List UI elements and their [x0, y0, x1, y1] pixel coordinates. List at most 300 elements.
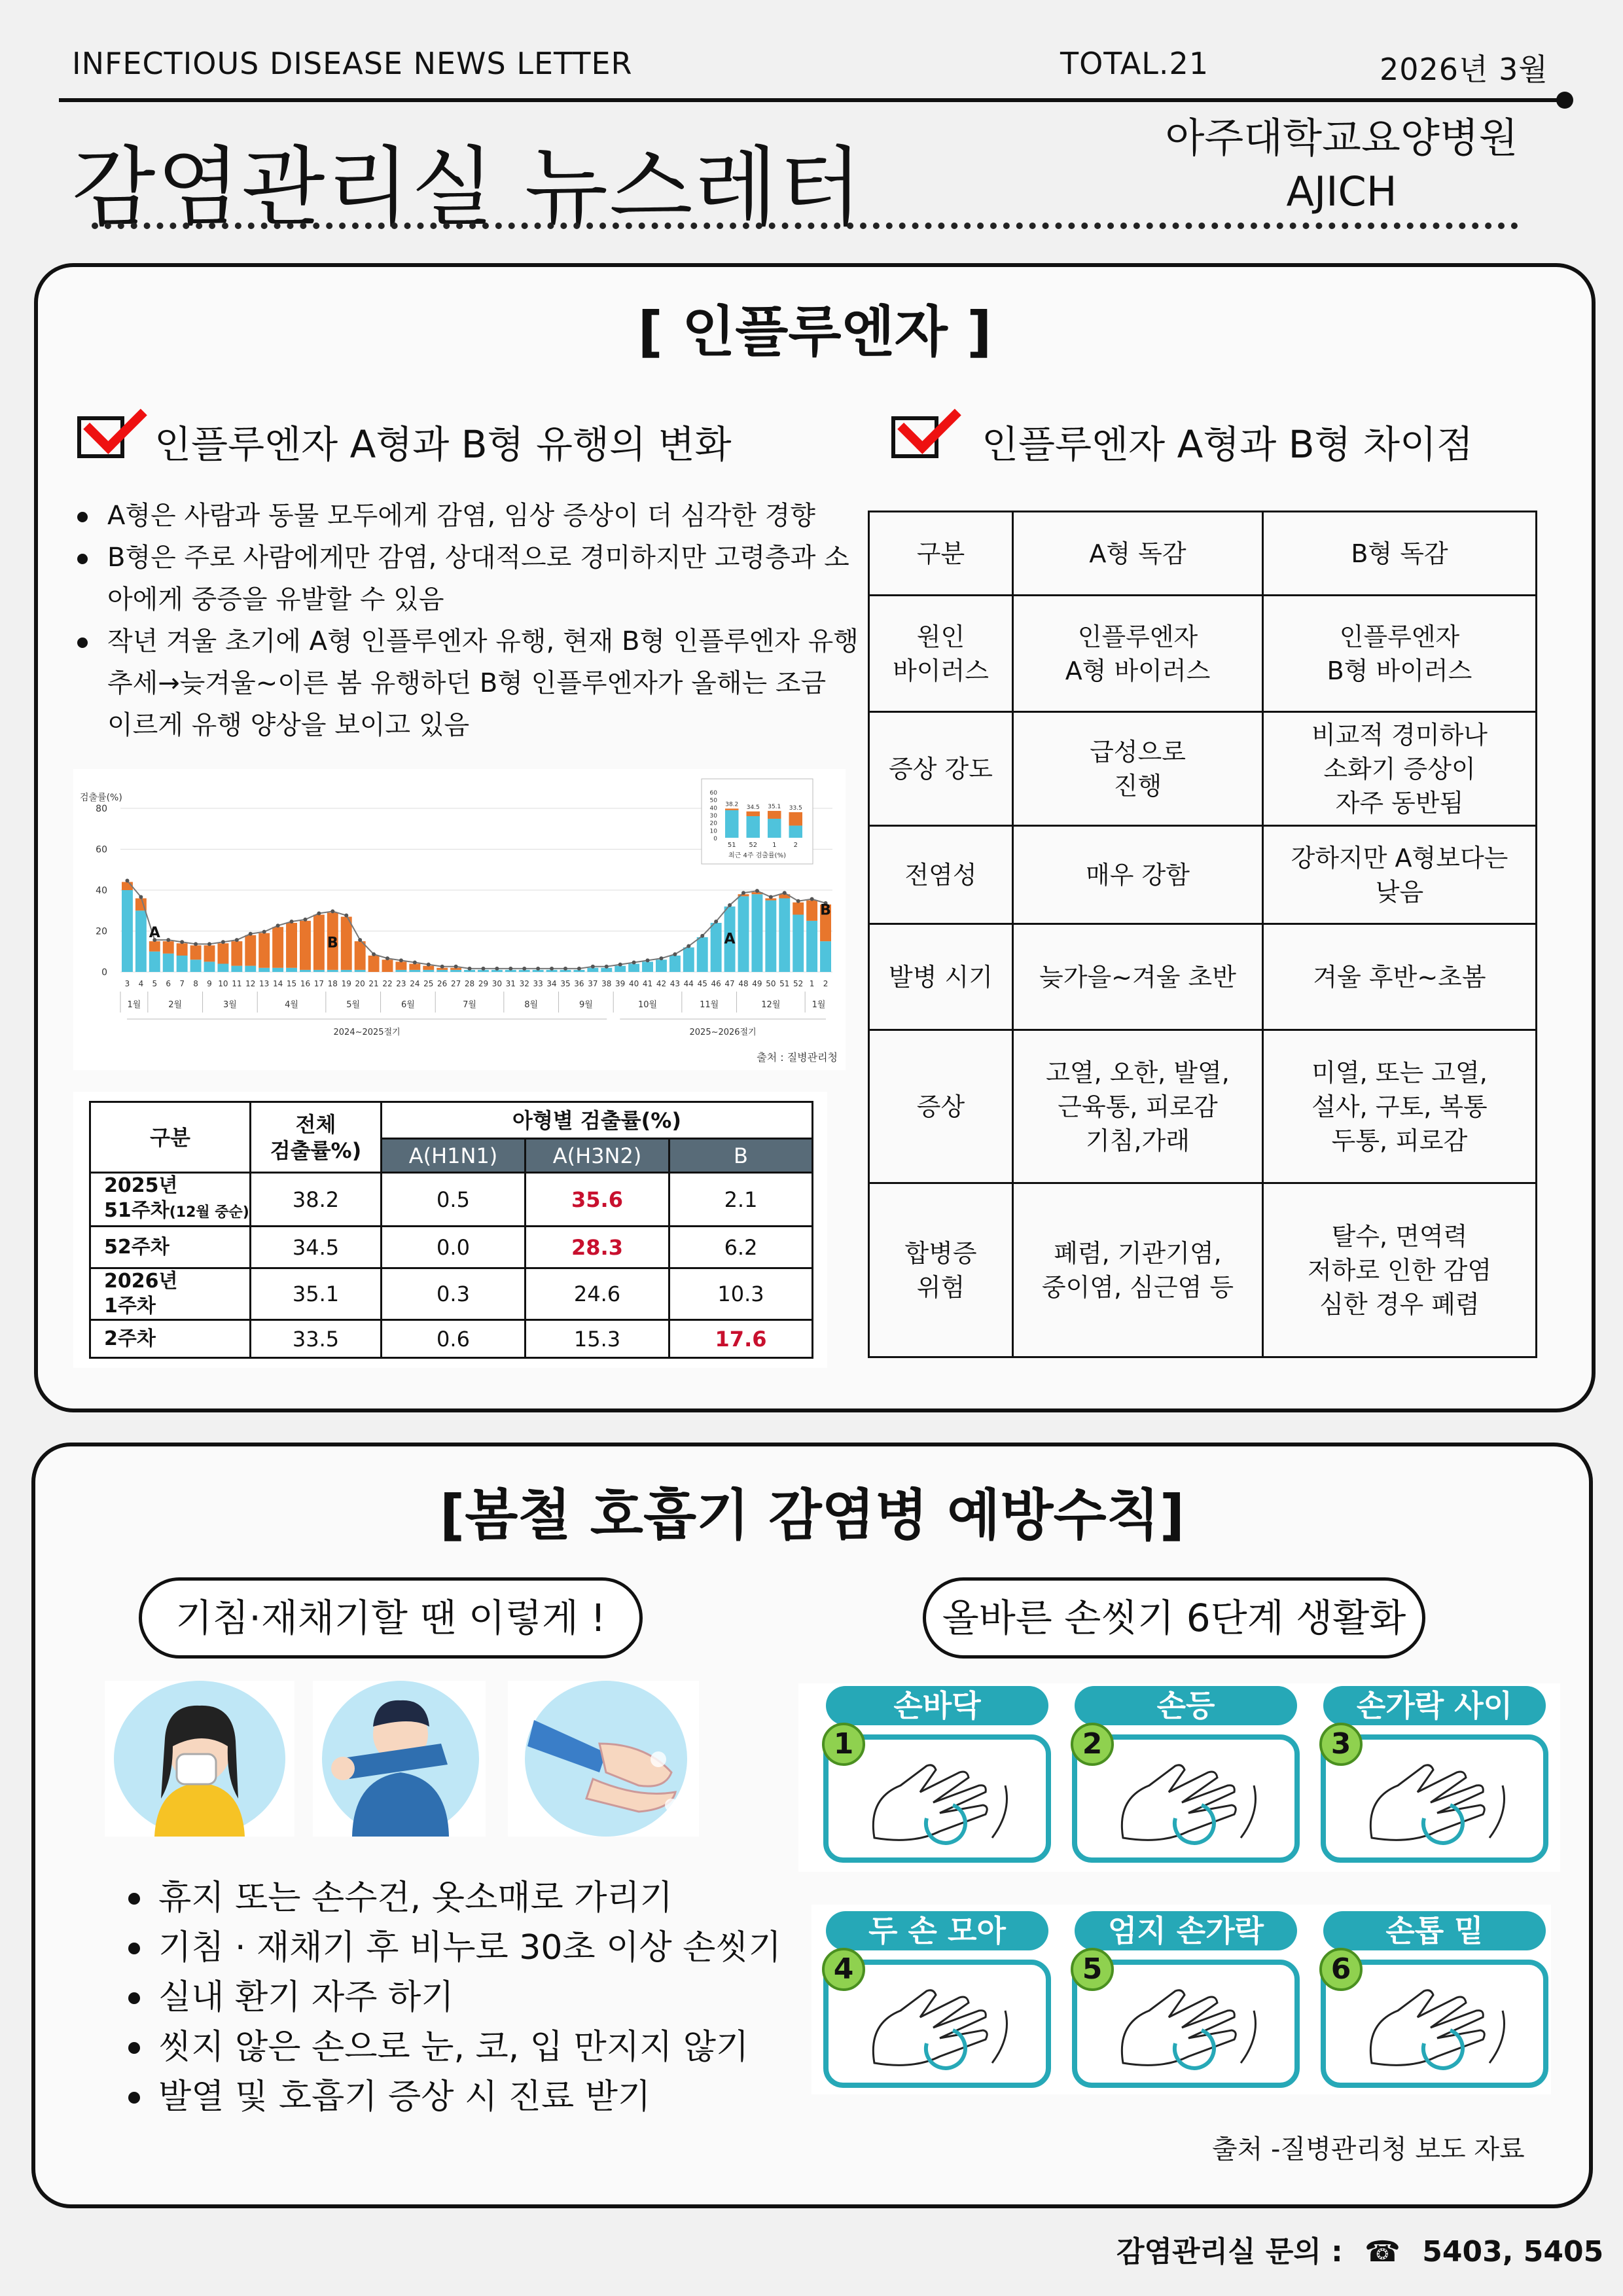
bar-a	[642, 961, 653, 972]
week-tick-label: 49	[752, 979, 762, 988]
rate-cell-h3n2: 35.6	[526, 1173, 669, 1227]
handwash-step-label: 손바닥	[826, 1686, 1048, 1725]
week-tick-label: 29	[478, 979, 489, 988]
comparison-row-label: 원인 바이러스	[869, 596, 1013, 712]
week-tick-label: 51	[779, 979, 790, 988]
handwashing-pill: 올바른 손씻기 6단계 생활화	[923, 1577, 1425, 1659]
week-tick-label: 16	[300, 979, 311, 988]
comparison-row-label: 증상	[869, 1030, 1013, 1183]
bar-a	[820, 941, 831, 972]
week-tick-label: 47	[724, 979, 735, 988]
hands-icon	[1077, 1965, 1294, 2083]
table-header-subtype: 아형별 검출률(%)	[382, 1102, 813, 1139]
y-tick-label: 0	[101, 967, 107, 978]
total-point	[755, 889, 759, 893]
prevention-bullet: 기침 · 재채기 후 비누로 30초 이상 손씻기	[124, 1923, 844, 1973]
y-tick-label: 20	[96, 926, 107, 937]
month-label: 7월	[463, 1000, 476, 1010]
week-tick-label: 28	[464, 979, 475, 988]
illustration-tile	[313, 1681, 486, 1837]
comparison-cell: 매우 강함	[1013, 826, 1263, 924]
bar-a	[395, 970, 406, 972]
week-tick-label: 44	[683, 979, 694, 988]
inset-y-tick: 40	[709, 805, 717, 812]
issue-date: 2026년 3월	[1380, 52, 1548, 87]
week-tick-label: 34	[546, 979, 557, 988]
month-label: 9월	[579, 1000, 593, 1010]
bar-b	[313, 915, 325, 970]
week-tick-label: 22	[382, 979, 393, 988]
bar-a	[259, 968, 270, 972]
handwash-step-number: 2	[1071, 1723, 1114, 1766]
chart-canvas	[73, 769, 846, 1070]
bar-a	[177, 956, 188, 972]
week-label-text: 2026년 1주차	[104, 1270, 178, 1318]
handwash-step-label: 손등	[1075, 1686, 1297, 1725]
bar-a	[793, 915, 804, 973]
week-tick-label: 4	[138, 979, 144, 988]
handwash-step-label: 손가락 사이	[1323, 1686, 1546, 1725]
rate-cell-h1n1: 0.5	[382, 1173, 526, 1227]
bar-a	[669, 956, 681, 972]
bar-a	[327, 970, 338, 972]
season-label: 2024~2025절기	[333, 1028, 401, 1037]
page-title: 감염관리실 뉴스레터	[72, 137, 864, 238]
y-tick-label: 40	[96, 886, 107, 896]
prevention-bullet: 발열 및 호흡기 증상 시 진료 받기	[124, 2072, 844, 2122]
bar-b	[341, 917, 352, 970]
bar-a	[738, 896, 749, 972]
elbow-cover-icon	[313, 1681, 486, 1837]
comparison-row-label: 전염성	[869, 826, 1013, 924]
phone-icon: ☎	[1364, 2235, 1400, 2269]
rate-cell-total: 33.5	[251, 1320, 382, 1358]
total-point	[810, 897, 814, 901]
handwash-step-number: 6	[1319, 1948, 1363, 1991]
table-row	[869, 826, 1537, 924]
week-tick-label: 43	[669, 979, 681, 988]
prevention-bullet: 씻지 않은 손으로 눈, 코, 입 만지지 않기	[124, 2022, 844, 2072]
contact-info	[1116, 2228, 1603, 2270]
y-tick-label: 80	[96, 804, 107, 814]
header-rule	[59, 98, 1564, 102]
table-row	[90, 1320, 813, 1358]
month-label: 5월	[346, 1000, 361, 1010]
bar-a	[149, 952, 160, 972]
total-point	[646, 958, 650, 962]
week-tick-label: 25	[423, 979, 434, 988]
week-tick-label: 41	[642, 979, 653, 988]
bar-a	[135, 910, 147, 972]
bar-b	[286, 923, 297, 968]
inset-y-tick: 50	[709, 797, 717, 804]
handwash-step-label: 손톱 밑	[1323, 1911, 1546, 1950]
chart-source: 출처 : 질병관리청	[757, 1051, 838, 1064]
week-tick-label: 39	[615, 979, 626, 988]
comparison-header-cell: B형 독감	[1263, 512, 1537, 596]
prevention-source: 출처 -질병관리청 보도 자료	[1212, 2134, 1525, 2164]
series-annotation: B	[820, 902, 831, 919]
comparison-cell: 인플루엔자 B형 바이러스	[1263, 596, 1537, 712]
week-label	[90, 1227, 251, 1268]
week-tick-label: 13	[259, 979, 270, 988]
prevention-bullet: 휴지 또는 손수건, 옷소매로 가리기	[124, 1873, 844, 1923]
comparison-cell: 급성으로 진행	[1013, 712, 1263, 826]
week-tick-label: 42	[656, 979, 667, 988]
comparison-cell: 겨울 후반~초봄	[1263, 924, 1537, 1030]
inset-y-tick: 60	[709, 790, 717, 797]
week-tick-label: 45	[697, 979, 707, 988]
handwash-step-number: 5	[1071, 1948, 1114, 1991]
inset-y-tick: 0	[713, 836, 717, 842]
season-label: 2025~2026절기	[689, 1028, 757, 1037]
inset-y-tick: 20	[709, 820, 717, 827]
illustration-tile	[508, 1681, 699, 1837]
total-point	[508, 967, 512, 971]
bar-b	[177, 943, 188, 956]
tissue-cover-icon	[105, 1681, 294, 1837]
total-point	[262, 930, 266, 934]
week-label-note: (12월 중순)	[169, 1204, 249, 1221]
hands-icon	[1077, 1740, 1294, 1857]
week-tick-label: 18	[327, 979, 338, 988]
bar-a	[313, 970, 325, 972]
rate-cell-total: 38.2	[251, 1173, 382, 1227]
detection-rate-table	[89, 1101, 813, 1359]
checkbox-icon	[77, 416, 124, 458]
bar-a	[806, 921, 817, 972]
week-tick-label: 5	[152, 979, 158, 988]
week-tick-label: 2	[823, 979, 829, 988]
inset-total-label: 34.5	[746, 804, 760, 811]
week-tick-label: 1	[809, 979, 815, 988]
table-row	[869, 924, 1537, 1030]
series-annotation: A	[724, 931, 736, 948]
rate-cell-h3n2: 24.6	[526, 1268, 669, 1320]
total-point	[796, 899, 800, 903]
bar-a	[656, 960, 667, 972]
table-row	[869, 1030, 1537, 1183]
total-point	[536, 967, 540, 971]
total-point	[139, 895, 143, 899]
week-tick-label: 17	[313, 979, 325, 988]
bar-b	[245, 935, 256, 966]
comparison-row-label: 증상 강도	[869, 712, 1013, 826]
illustration-tile	[105, 1681, 294, 1837]
week-label	[90, 1268, 251, 1320]
comparison-cell: 고열, 오한, 발열, 근육통, 피로감 기침,가래	[1013, 1030, 1263, 1183]
total-point	[166, 938, 170, 942]
total-point	[563, 967, 567, 971]
total-point	[180, 940, 184, 944]
week-label-text: 2주차	[104, 1327, 156, 1350]
prevention-title: [봄철 호흡기 감염병 예방수칙]	[439, 1483, 1185, 1547]
handwash-step-number: 1	[822, 1723, 865, 1766]
total-point	[207, 942, 211, 946]
bar-a	[683, 948, 694, 973]
week-tick-label: 19	[341, 979, 351, 988]
bar-a	[450, 970, 461, 972]
rate-cell-total: 34.5	[251, 1227, 382, 1268]
total-point	[468, 967, 472, 971]
week-tick-label: 36	[574, 979, 584, 988]
influenza-title: [ 인플루엔자 ]	[637, 300, 992, 364]
week-tick-label: 30	[491, 979, 503, 988]
week-tick-label: 38	[601, 979, 612, 988]
total-point	[372, 952, 376, 956]
bar-b	[300, 921, 311, 970]
rate-cell-h1n1: 0.0	[382, 1227, 526, 1268]
week-label-text: 52주차	[104, 1235, 169, 1259]
inset-total-label: 35.1	[768, 803, 781, 810]
month-label: 10월	[637, 1000, 658, 1010]
handwash-step-number: 3	[1319, 1723, 1363, 1766]
month-label: 11월	[700, 1000, 719, 1010]
table-header-h1n1: A(H1N1)	[382, 1139, 526, 1173]
comparison-cell: 탈수, 면역력 저하로 인한 감염 심한 경우 폐렴	[1263, 1183, 1537, 1357]
contact-numbers: 5403, 5405	[1422, 2235, 1604, 2269]
week-tick-label: 26	[437, 979, 448, 988]
table-row	[869, 1183, 1537, 1357]
week-tick-label: 37	[588, 979, 598, 988]
inset-category-label: 2	[793, 842, 798, 849]
week-tick-label: 35	[560, 979, 571, 988]
inset-y-tick: 10	[709, 828, 717, 835]
bar-b	[217, 943, 228, 963]
dotted-divider	[92, 223, 1518, 229]
total-point	[522, 967, 526, 971]
total-point	[591, 965, 595, 969]
week-tick-label: 20	[355, 979, 365, 988]
total-point	[290, 920, 294, 924]
month-label: 2월	[168, 1000, 183, 1010]
series-annotation: A	[149, 924, 160, 941]
comparison-cell: 늦가을~겨울 초반	[1013, 924, 1263, 1030]
total-point	[330, 909, 334, 913]
comparison-cell: 강하지만 A형보다는 낮음	[1263, 826, 1537, 924]
handwash-step-label: 두 손 모아	[826, 1911, 1048, 1950]
week-tick-label: 10	[218, 979, 228, 988]
month-label: 8월	[524, 1000, 539, 1010]
bar-a	[779, 899, 790, 973]
bar-a	[231, 966, 242, 972]
week-tick-label: 52	[793, 979, 804, 988]
bar-a	[711, 923, 722, 972]
hospital-name	[1158, 111, 1525, 219]
total-point	[728, 903, 732, 907]
bar-b	[190, 945, 202, 960]
total-point	[221, 940, 225, 944]
week-tick-label: 31	[505, 979, 516, 988]
hands-icon	[829, 1740, 1046, 1857]
table-row	[90, 1268, 813, 1320]
comparison-header-cell: A형 독감	[1013, 512, 1263, 596]
chart-y-label: 검출률(%)	[80, 793, 122, 803]
total-point	[276, 924, 280, 927]
rate-cell-b: 6.2	[669, 1227, 813, 1268]
total-point	[235, 938, 239, 942]
bar-b	[409, 964, 420, 970]
inset-y-tick: 30	[709, 813, 717, 819]
newsletter-label: INFECTIOUS DISEASE NEWS LETTER	[72, 46, 633, 81]
inset-category-label: 1	[772, 842, 777, 849]
bar-a	[423, 970, 434, 972]
comparison-cell: 비교적 경미하나 소화기 증상이 자주 동반됨	[1263, 712, 1537, 826]
total-point	[194, 942, 198, 946]
bar-b	[382, 960, 393, 972]
inset-bar-a	[768, 819, 781, 838]
bar-a	[697, 937, 708, 972]
week-tick-label: 27	[450, 979, 461, 988]
week-tick-label: 15	[286, 979, 297, 988]
bar-a	[615, 966, 626, 972]
rate-cell-h3n2: 28.3	[526, 1227, 669, 1268]
bar-a	[751, 894, 762, 972]
comparison-cell: 인플루엔자 A형 바이러스	[1013, 596, 1263, 712]
inset-category-label: 52	[749, 842, 758, 849]
table-row	[869, 712, 1537, 826]
inset-bar-b	[789, 812, 803, 826]
table-row	[869, 596, 1537, 712]
total-point	[605, 965, 609, 969]
total-point	[495, 967, 499, 971]
month-label: 6월	[401, 1000, 415, 1010]
table-row	[869, 512, 1537, 596]
week-tick-label: 40	[628, 979, 639, 988]
total-point	[714, 920, 718, 924]
bar-a	[190, 960, 202, 972]
bar-a	[272, 968, 283, 972]
total-point	[659, 956, 663, 960]
flu-comparison-table	[868, 511, 1537, 1358]
week-tick-label: 6	[166, 979, 171, 988]
comparison-row-label: 발병 시기	[869, 924, 1013, 1030]
bar-b	[355, 941, 366, 970]
rate-cell-h1n1: 0.6	[382, 1320, 526, 1358]
total-point	[125, 879, 129, 883]
week-tick-label: 9	[207, 979, 212, 988]
cough-etiquette-pill: 기침·재채기할 땐 이렇게 !	[139, 1577, 643, 1659]
bar-b	[259, 933, 270, 968]
inset-bar-a	[725, 810, 739, 838]
header-rule-dot	[1556, 92, 1573, 109]
difference-heading: 인플루엔자 A형과 B형 차이점	[982, 422, 1474, 467]
bar-a	[245, 966, 256, 972]
influenza-bullet: B형은 주로 사람에게만 감염, 상대적으로 경미하지만 고령층과 소아에게 중증을 유발할 수 있음	[73, 537, 859, 620]
rate-cell-h3n2: 15.3	[526, 1320, 669, 1358]
inset-total-label: 38.2	[725, 801, 739, 808]
prevention-bullet: 실내 환기 자주 하기	[124, 1973, 844, 2022]
week-tick-label: 23	[396, 979, 406, 988]
total-point	[303, 918, 307, 922]
week-tick-label: 14	[272, 979, 283, 988]
hospital-name-en: AJICH	[1286, 168, 1397, 215]
week-tick-label: 8	[193, 979, 198, 988]
trend-heading: 인플루엔자 A형과 B형 유행의 변화	[154, 422, 732, 467]
total-point	[427, 963, 431, 967]
bar-a	[217, 964, 228, 973]
bar-a	[122, 890, 133, 972]
comparison-cell: 폐렴, 기관기염, 중이염, 심근염 등	[1013, 1183, 1263, 1357]
week-tick-label: 50	[766, 979, 776, 988]
week-tick-label: 3	[124, 979, 130, 988]
bar-b	[149, 941, 160, 952]
total-point	[440, 965, 444, 969]
total-point	[358, 938, 362, 942]
month-label: 1월	[127, 1000, 141, 1010]
handwash-icon	[508, 1681, 699, 1837]
month-label: 4월	[285, 1000, 298, 1010]
bar-a	[341, 970, 352, 972]
week-tick-label: 24	[410, 979, 420, 988]
week-tick-label: 7	[179, 979, 185, 988]
month-label: 12월	[761, 1000, 781, 1010]
bar-a	[355, 970, 366, 972]
contact-label: 감염관리실 문의 :	[1116, 2235, 1343, 2269]
week-tick-label: 46	[711, 979, 721, 988]
total-point	[413, 961, 417, 965]
total-point	[317, 912, 321, 916]
influenza-bullet: 작년 겨울 초기에 A형 인플루엔자 유행, 현재 B형 인플루엔자 유행 추세→늦겨울~이른 봄 유행하던 B형 인플루엔자가 올해는 조금 이르게 유행 양상을 보이고 있음	[73, 620, 859, 746]
influenza-bullet: A형은 사람과 동물 모두에게 감염, 임상 증상이 더 심각한 경향	[73, 495, 859, 537]
handwash-step-label: 엄지 손가락	[1075, 1911, 1297, 1950]
total-point	[783, 891, 787, 895]
y-tick-label: 60	[96, 844, 107, 855]
issue-number: TOTAL.21	[1060, 46, 1209, 81]
bar-b	[793, 903, 804, 915]
week-tick-label: 11	[232, 979, 242, 988]
checkbox-icon	[891, 416, 938, 458]
table-header-h3n2: A(H3N2)	[526, 1139, 669, 1173]
total-point	[344, 914, 348, 918]
bar-b	[806, 901, 817, 921]
total-point	[687, 944, 690, 948]
prevention-bullets	[124, 1873, 844, 2122]
bar-b	[395, 961, 406, 970]
week-label	[90, 1173, 251, 1227]
bar-a	[204, 961, 215, 972]
total-point	[249, 932, 253, 936]
total-point	[454, 965, 458, 969]
inset-bar-b	[747, 812, 760, 816]
influenza-chart	[73, 769, 846, 1070]
bar-b	[272, 927, 283, 968]
comparison-header-cell: 구분	[869, 512, 1013, 596]
month-label: 3월	[223, 1000, 237, 1010]
week-tick-label: 33	[533, 979, 543, 988]
total-point	[618, 963, 622, 967]
bar-a	[409, 970, 420, 972]
inset-bar-a	[789, 825, 803, 838]
total-point	[385, 956, 389, 960]
hands-icon	[829, 1965, 1046, 2083]
inset-bar-b	[768, 811, 781, 819]
month-label: 1월	[812, 1000, 826, 1010]
rate-cell-b: 17.6	[669, 1320, 813, 1358]
table-header-b: B	[669, 1139, 813, 1173]
inset-title: 최근 4주 검출률(%)	[728, 852, 786, 859]
inset-bar-a	[747, 816, 760, 838]
table-header-total: 전체 검출률%)	[251, 1102, 382, 1173]
total-point	[673, 952, 677, 956]
bar-b	[231, 941, 242, 966]
comparison-row-label: 합병증 위험	[869, 1183, 1013, 1357]
inset-bar-b	[725, 808, 739, 810]
rate-cell-b: 10.3	[669, 1268, 813, 1320]
total-point	[700, 934, 704, 938]
bar-b	[204, 945, 215, 961]
bar-a	[300, 970, 311, 972]
